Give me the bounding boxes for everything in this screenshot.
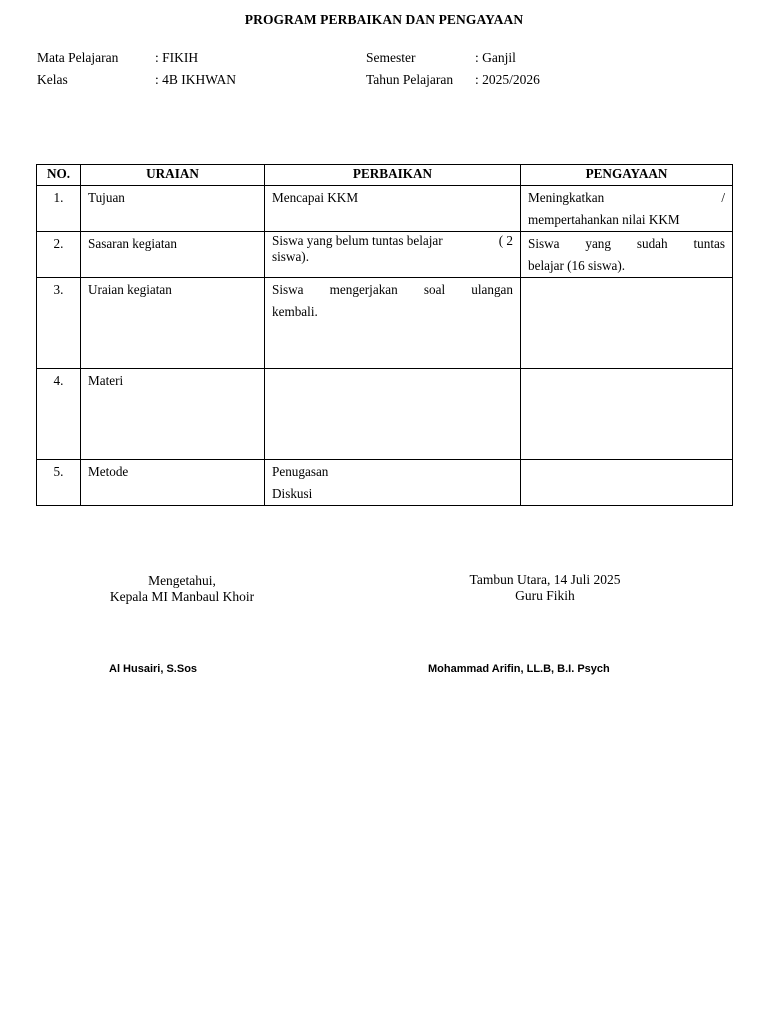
row-pengayaan (521, 278, 733, 369)
pengayaan-word: yang (585, 236, 611, 251)
pengayaan-word: Meningkatkan (528, 190, 605, 205)
perbaikan-line: kembali. (272, 304, 318, 319)
row-number: 2. (37, 232, 81, 278)
perbaikan-line: Diskusi (272, 486, 313, 501)
pengayaan-word: sudah (636, 236, 668, 251)
program-table (36, 164, 733, 506)
tahun-value: : 2025/2026 (475, 72, 540, 87)
signature-left-line2: Kepala MI Manbaul Khoir (109, 589, 255, 604)
row-uraian: Tujuan (81, 186, 265, 232)
signature-left-name: Al Husairi, S.Sos (109, 663, 198, 675)
document-title: PROGRAM PERBAIKAN DAN PENGAYAAN (244, 12, 524, 27)
signature-left-line1: Mengetahui, (148, 573, 216, 588)
row-uraian: Uraian kegiatan (81, 278, 265, 369)
perbaikan-word: Siswa (272, 282, 304, 297)
header-pengayaan: PENGAYAAN (521, 165, 733, 186)
row-number: 1. (37, 186, 81, 232)
row-uraian: Metode (81, 460, 265, 506)
pengayaan-word: tuntas (693, 236, 725, 251)
perbaikan-word: ulangan (471, 282, 513, 297)
table-row (37, 186, 733, 232)
row-pengayaan (521, 232, 733, 278)
header-no: NO. (37, 165, 81, 186)
row-perbaikan: Mencapai KKM (265, 186, 521, 232)
kelas-value: : 4B IKHWAN (155, 72, 236, 87)
table-row (37, 369, 733, 460)
perbaikan-count: ( 2 (498, 233, 513, 248)
row-uraian: Materi (81, 369, 265, 460)
pengayaan-word: Siswa (528, 236, 560, 251)
row-number: 4. (37, 369, 81, 460)
pengayaan-slash: / (721, 190, 725, 205)
pengayaan-line: mempertahankan nilai KKM (528, 212, 680, 227)
header-perbaikan: PERBAIKAN (265, 165, 521, 186)
mata-pelajaran-label: Mata Pelajaran (37, 50, 119, 65)
row-perbaikan (265, 460, 521, 506)
row-number: 3. (37, 278, 81, 369)
table-row (37, 278, 733, 369)
pengayaan-line: belajar (16 siswa). (528, 258, 626, 273)
signature-right (420, 572, 670, 604)
perbaikan-word: mengerjakan (329, 282, 398, 297)
row-perbaikan (265, 369, 521, 460)
signature-right-name: Mohammad Arifin, LL.B, B.I. Psych (428, 663, 610, 675)
signature-left (62, 573, 302, 605)
row-perbaikan (265, 232, 521, 278)
table-header-row (37, 165, 733, 186)
row-pengayaan (521, 369, 733, 460)
signature-right-line2: Guru Fikih (515, 588, 575, 603)
semester-value: : Ganjil (475, 50, 516, 65)
table-row (37, 232, 733, 278)
mata-pelajaran-value: : FIKIH (155, 50, 199, 65)
row-number: 5. (37, 460, 81, 506)
perbaikan-word: soal (423, 282, 446, 297)
header-uraian: URAIAN (81, 165, 265, 186)
tahun-label: Tahun Pelajaran (366, 72, 454, 87)
kelas-label: Kelas (37, 72, 68, 87)
semester-label: Semester (366, 50, 416, 65)
row-uraian: Sasaran kegiatan (81, 232, 265, 278)
row-pengayaan (521, 186, 733, 232)
perbaikan-text: Siswa yang belum tuntas belajar (272, 233, 443, 248)
signature-right-line1: Tambun Utara, 14 Juli 2025 (469, 572, 621, 587)
perbaikan-line: Penugasan (272, 464, 329, 479)
row-perbaikan (265, 278, 521, 369)
row-pengayaan (521, 460, 733, 506)
table-row (37, 460, 733, 506)
perbaikan-line: siswa). (272, 249, 309, 264)
